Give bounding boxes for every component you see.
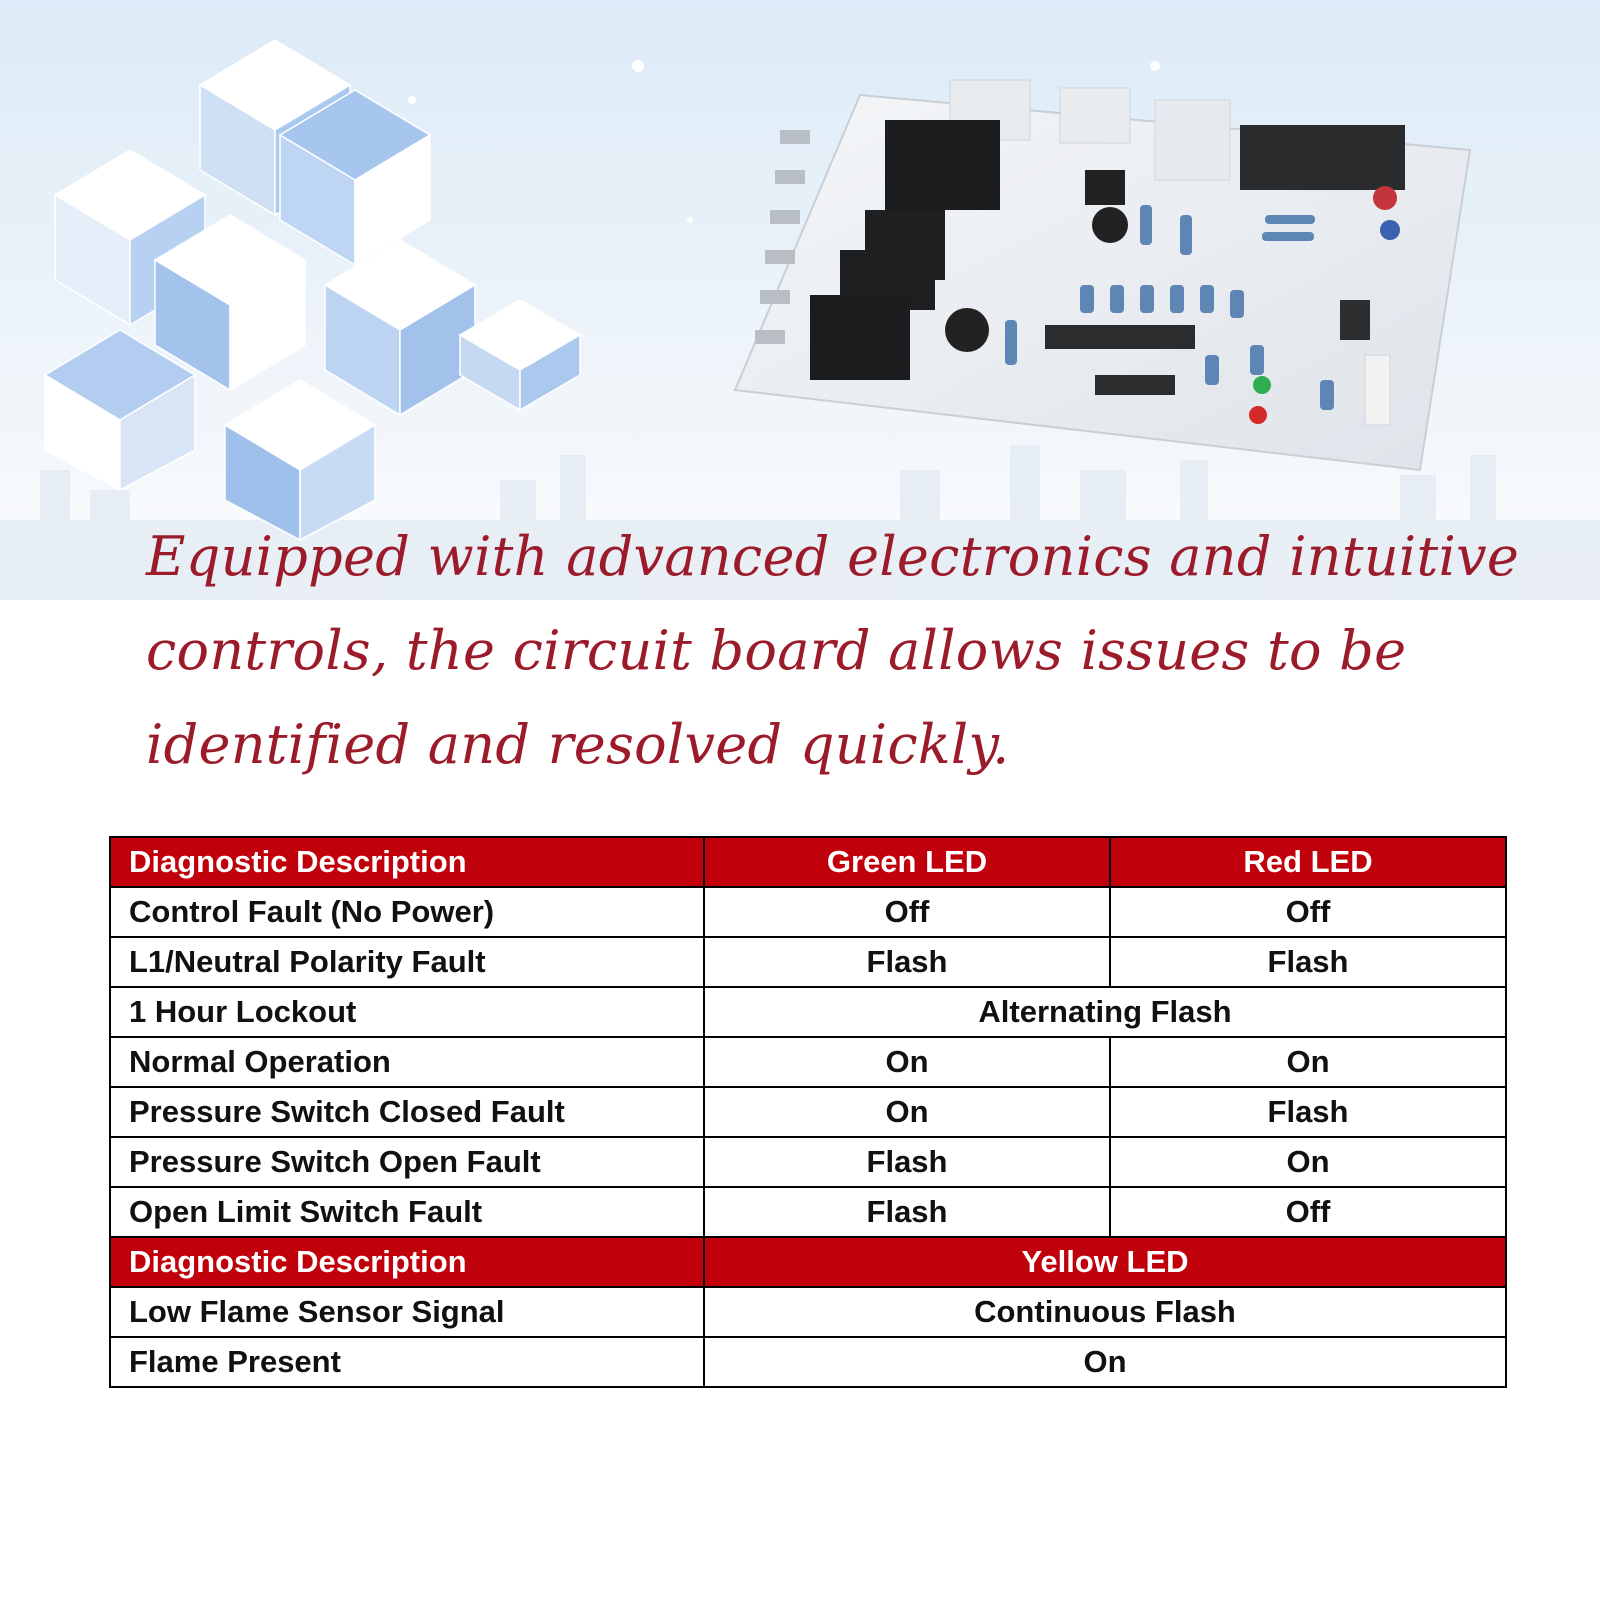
- header-yellow-led: Yellow LED: [704, 1237, 1506, 1287]
- header-red-led: Red LED: [1110, 837, 1506, 887]
- green-led-value: On: [704, 1037, 1110, 1087]
- table-row: [110, 937, 1506, 987]
- red-led-value: On: [1110, 1137, 1506, 1187]
- led-diagnostic-table: [109, 836, 1507, 1388]
- red-led-value: On: [1110, 1037, 1506, 1087]
- combined-led-value: Alternating Flash: [704, 987, 1506, 1037]
- green-led-value: Off: [704, 887, 1110, 937]
- row-description: Normal Operation: [110, 1037, 704, 1087]
- header-diagnostic-description: Diagnostic Description: [110, 837, 704, 887]
- row-description: 1 Hour Lockout: [110, 987, 704, 1037]
- circuit-board-photo: [735, 80, 1470, 470]
- row-description: L1/Neutral Polarity Fault: [110, 937, 704, 987]
- table-row: [110, 1137, 1506, 1187]
- table-header-row-yellow: [110, 1237, 1506, 1287]
- row-description: Open Limit Switch Fault: [110, 1187, 704, 1237]
- yellow-led-value: Continuous Flash: [704, 1287, 1506, 1337]
- table-header-row: [110, 837, 1506, 887]
- headline-text: Equipped with advanced electronics and intuitive controls, the circuit board allows issues to be identified and resolved quickly.: [146, 525, 1520, 776]
- row-description: Flame Present: [110, 1337, 704, 1387]
- table-row: [110, 1287, 1506, 1337]
- table-row: [110, 1037, 1506, 1087]
- green-led-value: On: [704, 1087, 1110, 1137]
- green-led-value: Flash: [704, 937, 1110, 987]
- row-description: Pressure Switch Open Fault: [110, 1137, 704, 1187]
- red-led-value: Off: [1110, 887, 1506, 937]
- table-row: [110, 1187, 1506, 1237]
- table-row: [110, 1337, 1506, 1387]
- table-row: [110, 987, 1506, 1037]
- red-led-value: Flash: [1110, 937, 1506, 987]
- green-led-value: Flash: [704, 1187, 1110, 1237]
- red-led-value: Off: [1110, 1187, 1506, 1237]
- yellow-led-value: On: [704, 1337, 1506, 1387]
- row-description: Control Fault (No Power): [110, 887, 704, 937]
- green-led-value: Flash: [704, 1137, 1110, 1187]
- cube-cluster-graphic: [45, 40, 580, 540]
- table-row: [110, 887, 1506, 937]
- row-description: Low Flame Sensor Signal: [110, 1287, 704, 1337]
- table-row: [110, 1087, 1506, 1137]
- header-diagnostic-description: Diagnostic Description: [110, 1237, 704, 1287]
- red-led-value: Flash: [1110, 1087, 1506, 1137]
- row-description: Pressure Switch Closed Fault: [110, 1087, 704, 1137]
- header-green-led: Green LED: [704, 837, 1110, 887]
